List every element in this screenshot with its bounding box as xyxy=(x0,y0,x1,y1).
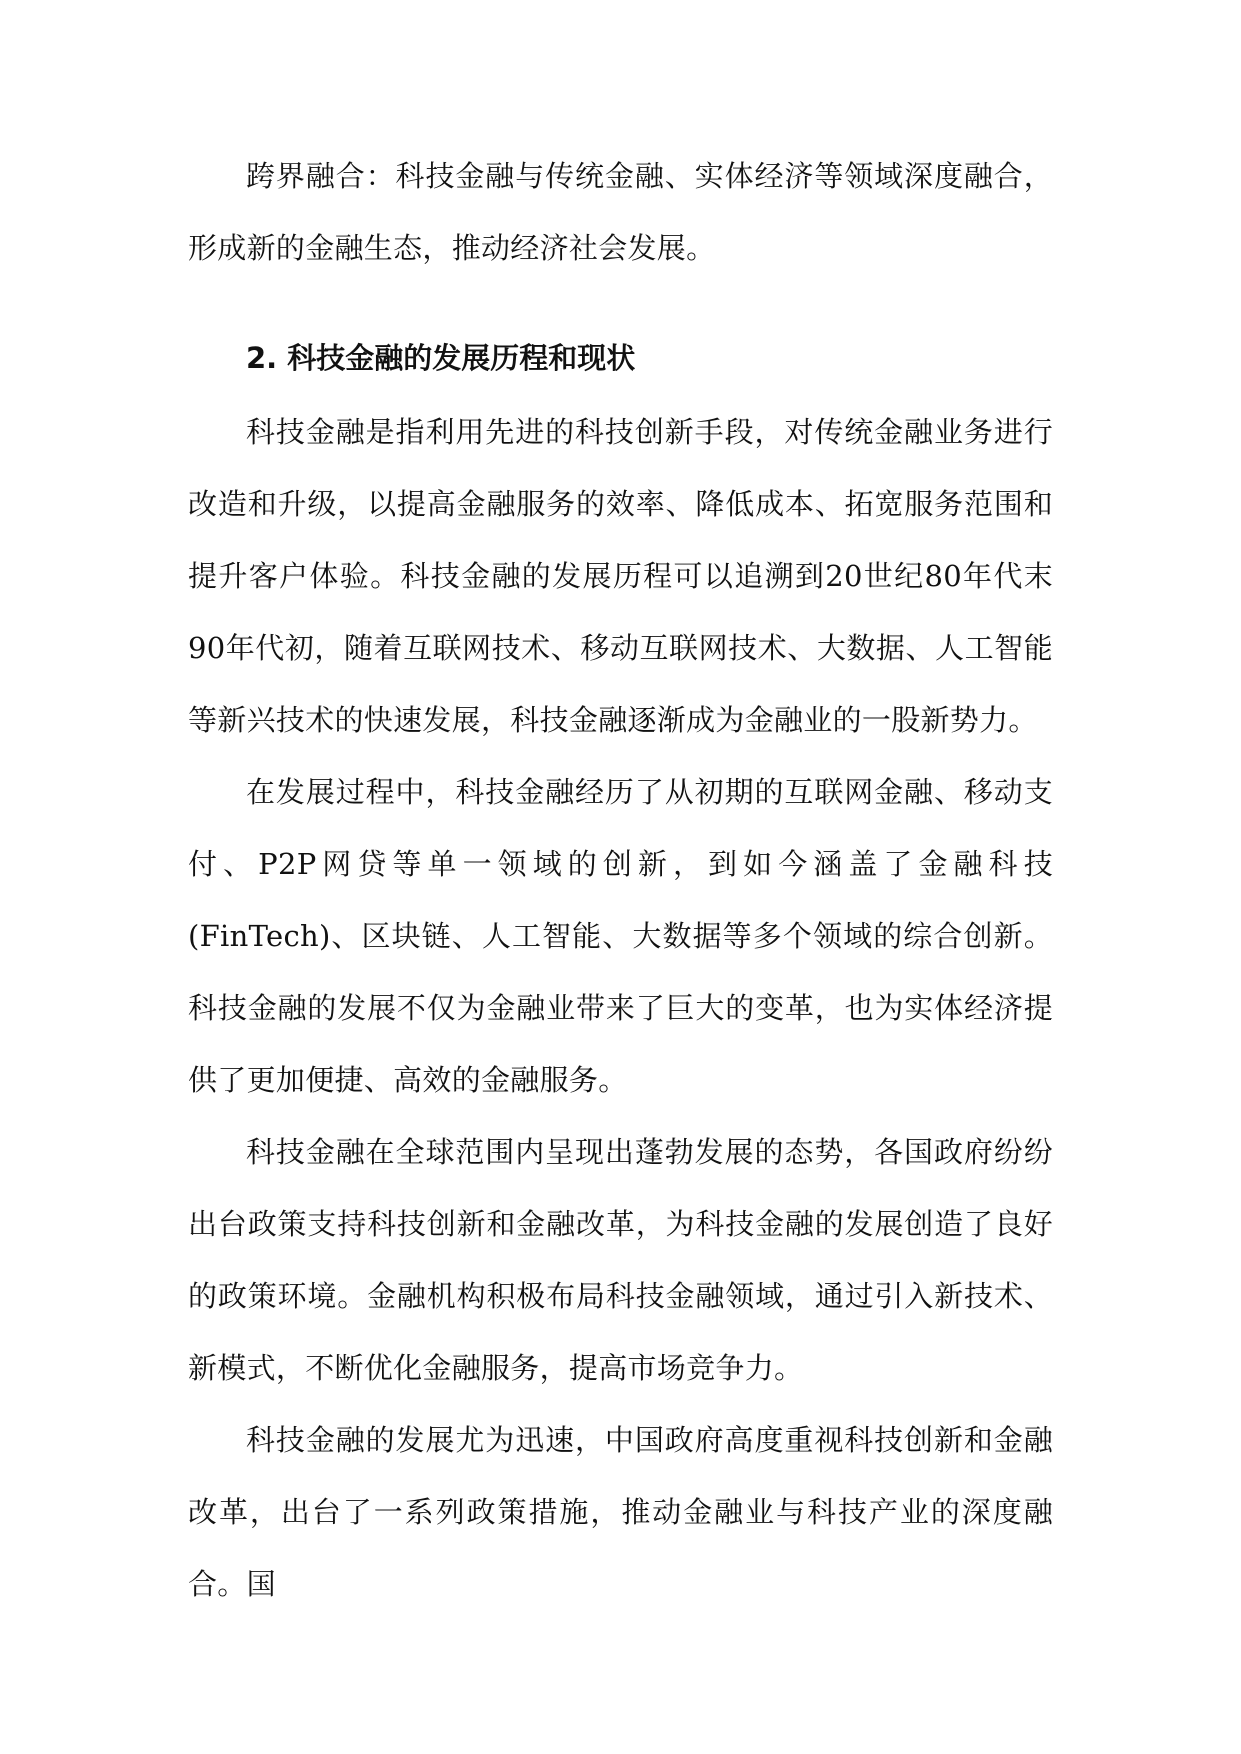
paragraph-global-trend: 科技金融在全球范围内呈现出蓬勃发展的态势，各国政府纷纷出台政策支持科技创新和金融改革，为科技金融的发展创造了良好的政策环境。金融机构积极布局科技金融领域，通过引入新技术、新模式，不断优化金融服务，提高市场竞争力。 xyxy=(188,1135,1053,1385)
paragraph-china-development: 科技金融的发展尤为迅速，中国政府高度重视科技创新和金融改革，出台了一系列政策措施，推动金融业与科技产业的深度融合。国 xyxy=(188,1423,1053,1601)
section-heading: 2. 科技金融的发展历程和现状 xyxy=(246,341,636,375)
paragraph-definition-history: 科技金融是指利用先进的科技创新手段，对传统金融业务进行改造和升级，以提高金融服务的效率、降低成本、拓宽服务范围和提升客户体验。科技金融的发展历程可以追溯到20世纪80年代末90年代初，随着互联网技术、移动互联网技术、大数据、人工智能等新兴技术的快速发展，科技金融逐渐成为金融业的一股新势力。 xyxy=(188,415,1053,737)
paragraph-development-process: 在发展过程中，科技金融经历了从初期的互联网金融、移动支付、P2P网贷等单一领域的创新，到如今涵盖了金融科技(FinTech)、区块链、人工智能、大数据等多个领域的综合创新。科技金融的发展不仅为金融业带来了巨大的变革，也为实体经济提供了更加便捷、高效的金融服务。 xyxy=(188,775,1053,1097)
document-body xyxy=(188,140,1053,1620)
paragraph-cross-border-integration: 跨界融合：科技金融与传统金融、实体经济等领域深度融合，形成新的金融生态，推动经济社会发展。 xyxy=(188,159,1053,265)
